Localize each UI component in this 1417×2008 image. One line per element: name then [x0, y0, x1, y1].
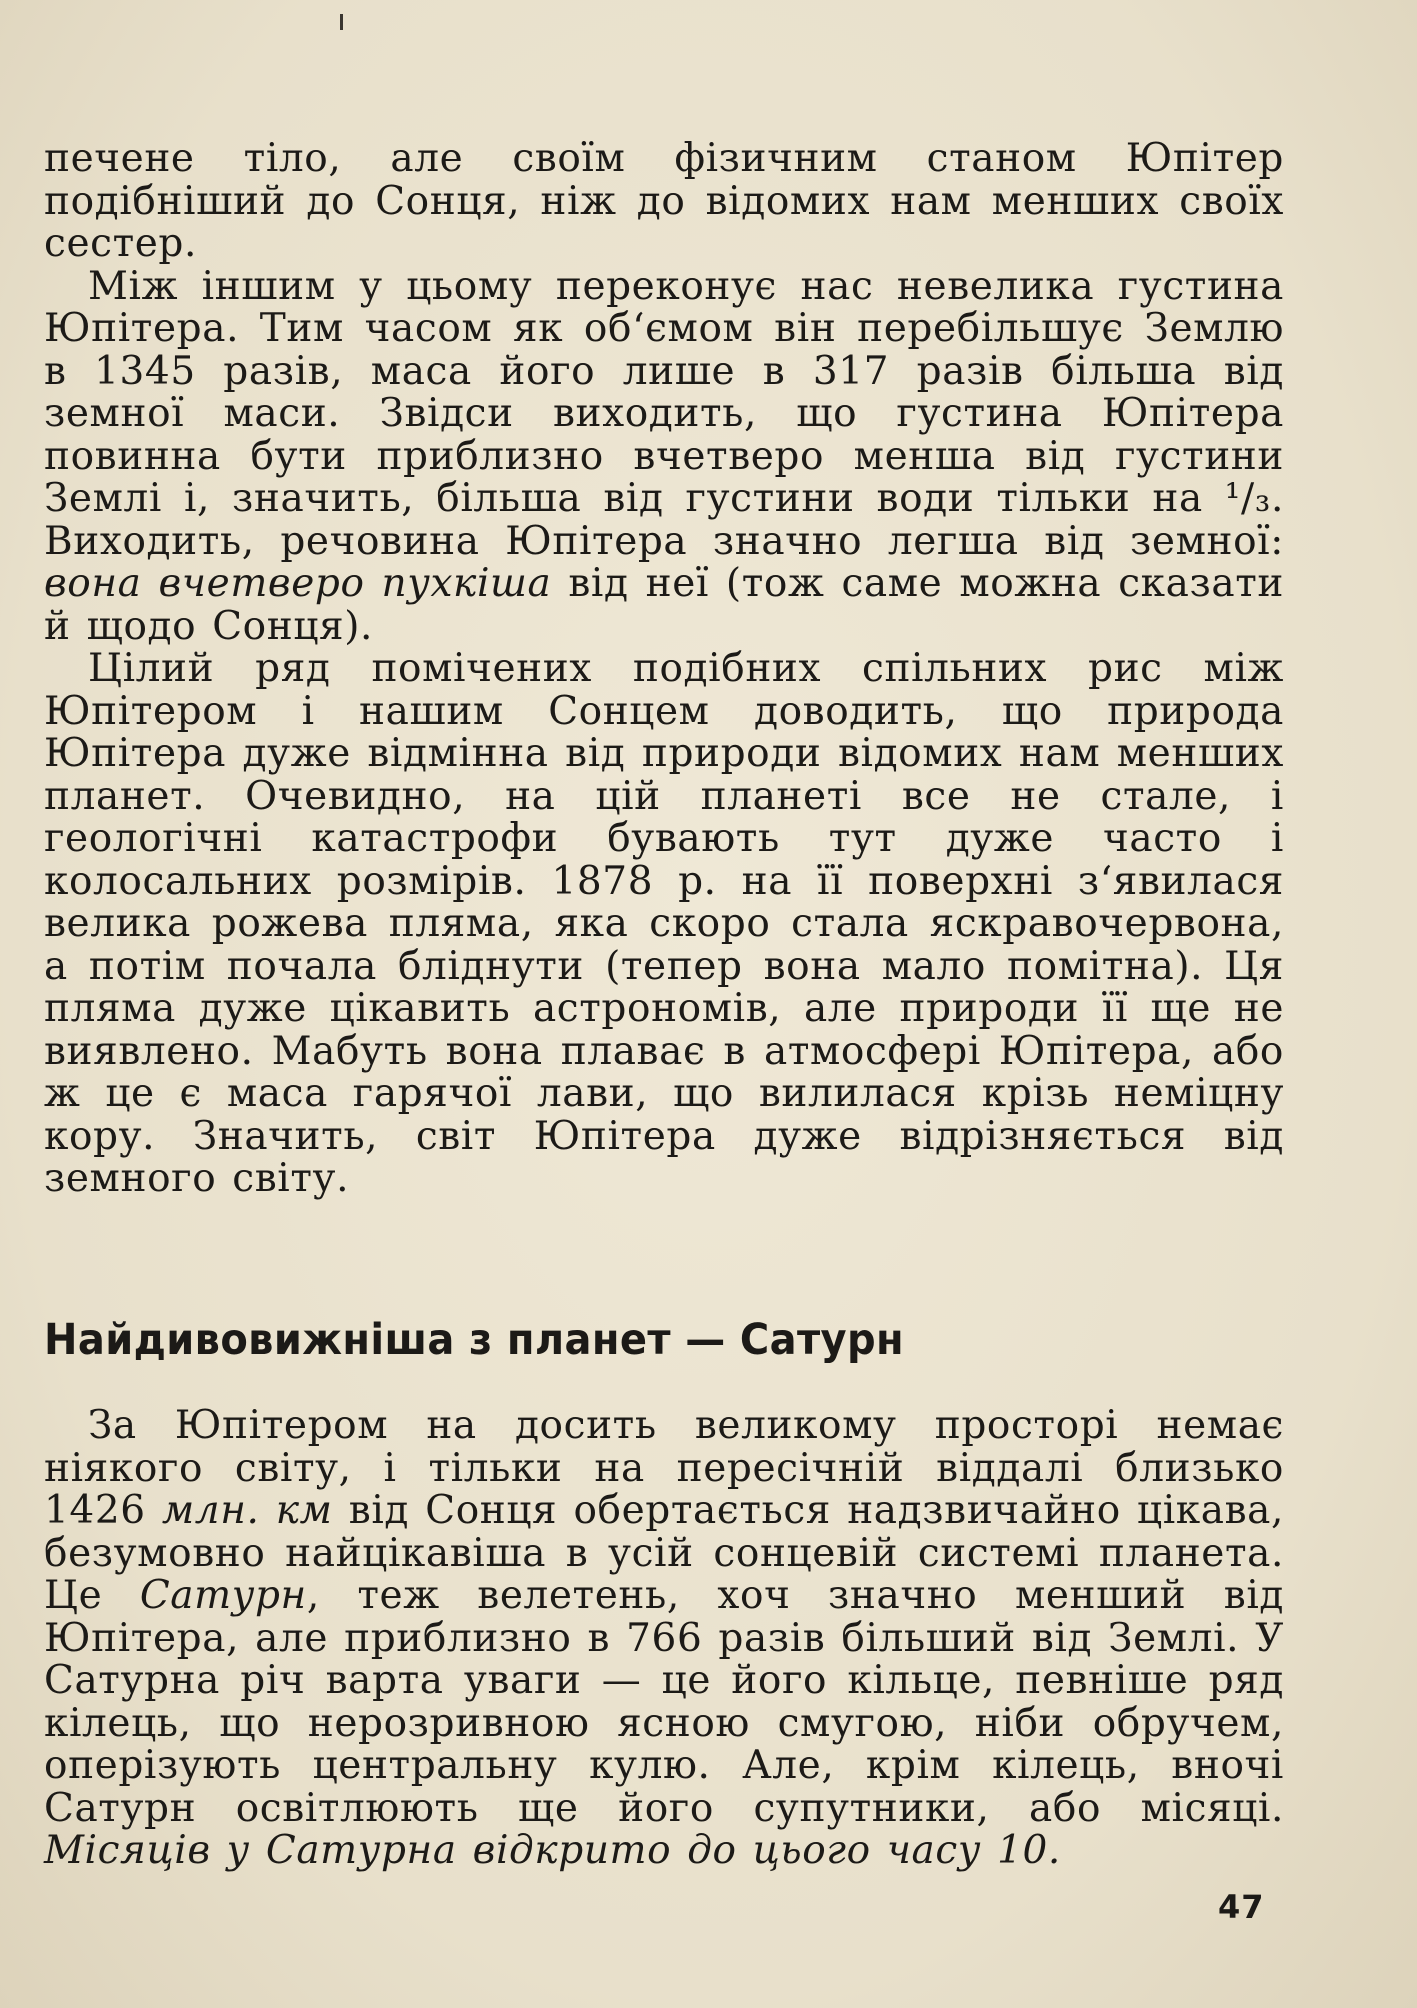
paragraph-continuation: печене тіло, але своїм фізичним станом Юпітер подібніший до Сонця, ніж до відомих нам менших своїх сестер.: [44, 136, 1284, 266]
printer-mark: [340, 14, 343, 30]
italic-emphasis: Місяців у Сатурна відкрито до цього часу 10.: [44, 1828, 1061, 1873]
paragraph-jupiter-density: [44, 263, 1284, 649]
text-block-jupiter: [44, 138, 1284, 1201]
page-number: 47: [1218, 1888, 1265, 1926]
section-heading: Найдивовижніша з планет — Сатурн: [44, 1315, 904, 1365]
paragraph-saturn: [44, 1405, 1284, 1873]
italic-unit: млн. км: [161, 1488, 333, 1533]
italic-emphasis: вона вчетверо пухкіша: [44, 561, 552, 606]
paragraph-jupiter-features: Цілий ряд помічених подібних спільних рис між Юпітером і нашим Сонцем доводить, що природа Юпітера дуже відмінна від природи відомих нам менших планет. Очевидно, на цій планеті все не стале, і геологічні катастрофи бувають тут дуже часто і колосальних розмірів. 1878 р. на її поверхні з‘явилася велика рожева пляма, яка скоро стала яскравочервона, а потім почала бліднути (тепер вона мало помітна). Ця пляма дуже цікавить астрономів, але природи її ще не виявлено. Мабуть вона плаває в атмосфері Юпітера, або ж це є маса гарячої лави, що вилилася крізь неміцну кору. Значить, світ Юпітера дуже відрізняється від земного світу.: [44, 646, 1284, 1201]
paragraph-text: За Юпітером на досить великому просторі немає ніякого світу, і тільки на пересічній віддалі близько 1426: [44, 1403, 1284, 1533]
paragraph-text: Між іншим у цьому переконує нас невелика густина Юпітера. Тим часом як об‘ємом він перебільшує Землю в 1345 разів, маса його лише в 317 разів більша від земної маси. Звідси виходить, що густина Юпітера повинна бути приблизно вчетверо менша від густини Землі і, значить, більша від густини води тільки на ¹/₃. Виходить, речовина Юпітера значно легша від земної:: [44, 263, 1284, 564]
paragraph-text: від Сонця обертається надзвичайно цікава, безумовно найцікавіша в усій сонцевій системі планета. Це: [44, 1488, 1284, 1618]
text-block-saturn: [44, 1405, 1284, 1873]
paragraph-text: , теж велетень, хоч значно менший від Юпітера, але приблизно в 766 разів більший від Землі. У Сатурна річ варта уваги — це його кільце, певніше ряд кілець, що нерозривною ясною смугою, ніби обручем, оперізують центральну кулю. Але, крім кілець, вночі Сатурн освітлюють ще його супутники, або місяці.: [44, 1573, 1284, 1831]
paragraph-text: від неї (тож саме можна сказати й щодо Сонця).: [44, 561, 1284, 649]
italic-planet-name: Сатурн: [139, 1573, 307, 1618]
